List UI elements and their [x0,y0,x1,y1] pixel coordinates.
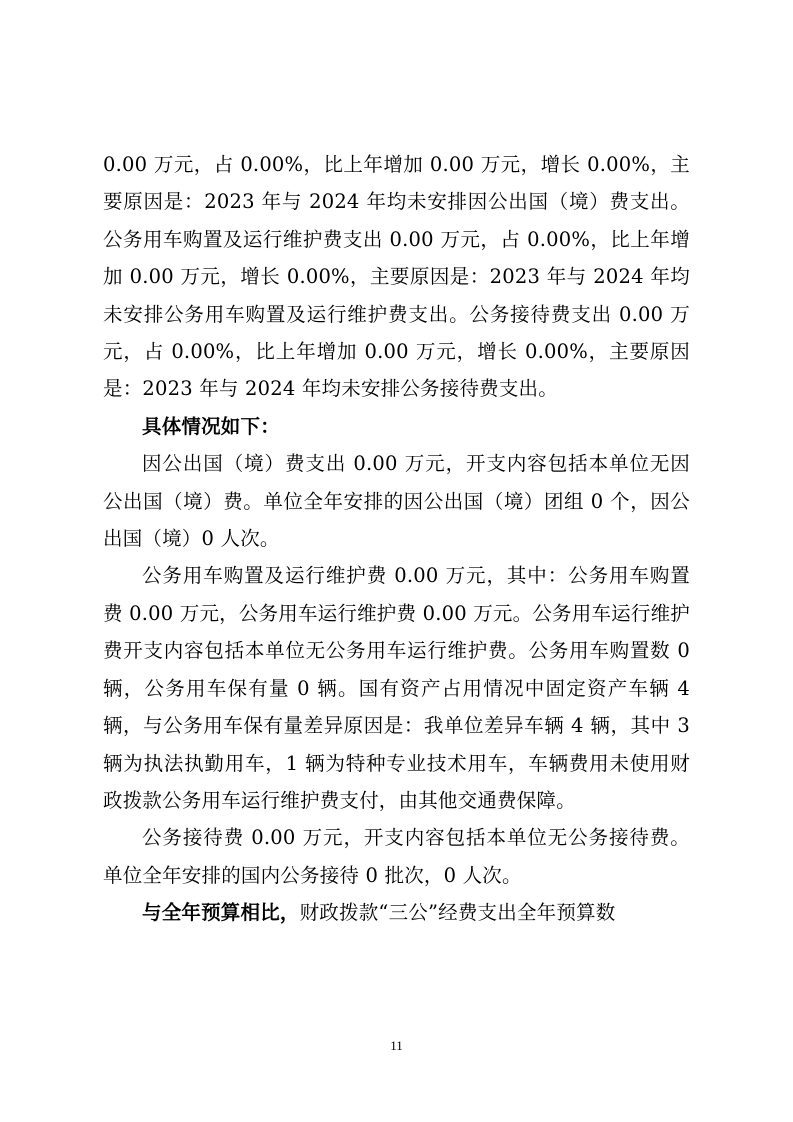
section-heading-details: 具体情况如下： [142,414,280,438]
budget-comparison-lead: 与全年预算相比， [142,901,300,925]
page-number: 11 [390,1038,403,1053]
budget-comparison-text: 财政拨款“三公”经费支出全年预算数 [299,901,616,925]
paragraph-overseas-travel: 因公出国（境）费支出 0.00 万元，开支内容包括本单位无因公出国（境）费。单位全年安排的因公出国（境）团组 0 个，因公出国（境）0 人次。 [103,452,690,551]
document-body [103,146,690,932]
paragraph-official-reception: 公务接待费 0.00 万元，开支内容包括本单位无公务接待费。单位全年安排的国内公务接待 0 批次，0 人次。 [103,826,690,887]
paragraph-expense-summary: 0.00 万元，占 0.00%，比上年增加 0.00 万元，增长 0.00%，主要原因是：2023 年与 2024 年均未安排因公出国（境）费支出。公务用车购置及运行维护费支出 0.00 万元，占 0.00%，比上年增加 0.00 万元，增长 0.00%，主要原因是：2023 年与 2024 年均未安排公务用车购置及运行维护费支出。公务接待费支出 0.00 万元，占 0.00%，比上年增加 0.00 万元，增长 0.00%，主要原因是：2023 年与 2024 年均未安排公务接待费支出。 [103,153,690,401]
paragraph-budget-comparison [103,894,690,931]
paragraph-official-vehicles: 公务用车购置及运行维护费 0.00 万元，其中：公务用车购置费 0.00 万元，公务用车运行维护费 0.00 万元。公务用车运行维护费开支内容包括本单位无公务用车运行维护费。公务用车购置数 0 辆，公务用车保有量 0 辆。国有资产占用情况中固定资产车辆 4 辆，与公务用车保有量差异原因是：我单位差异车辆 4 辆，其中 3 辆为执法执勤用车，1 辆为特种专业技术用车，车辆费用未使用财政拨款公务用车运行维护费支付，由其他交通费保障。 [103,564,690,812]
